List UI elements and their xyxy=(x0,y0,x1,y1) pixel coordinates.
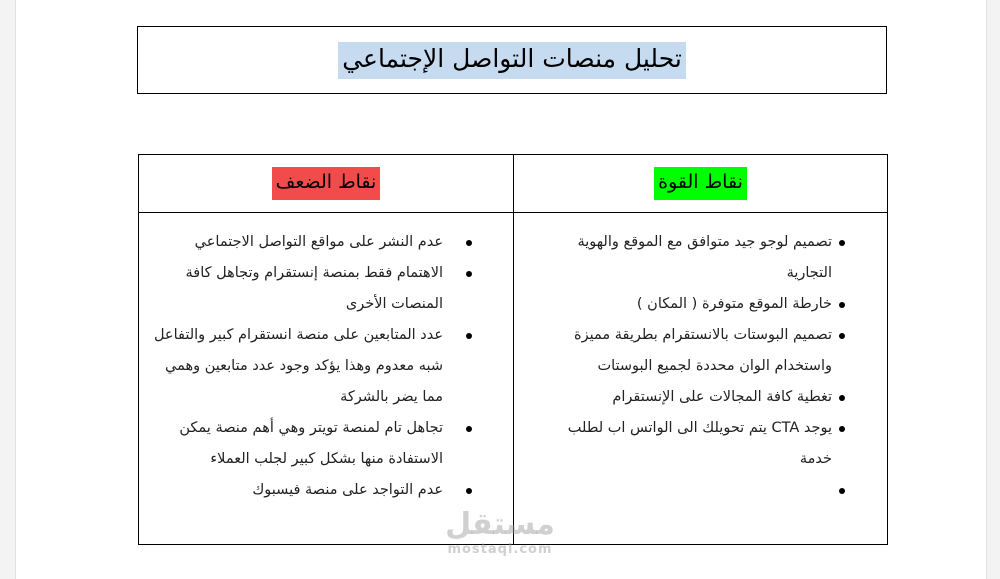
list-item-text: خارطة الموقع متوفرة ( المكان ) xyxy=(636,296,832,312)
list-item xyxy=(139,475,513,506)
document-page xyxy=(15,0,987,579)
bullet-icon xyxy=(466,333,472,339)
bullet-icon xyxy=(839,240,845,246)
list-item-text: تغطية كافة المجالات على الإنستقرام xyxy=(612,389,832,405)
list-item-text: عدم التواجد على منصة فيسبوك xyxy=(252,482,443,498)
strengths-header: نقاط القوة xyxy=(654,167,747,200)
list-item-text: الاهتمام فقط بمنصة إنستقرام وتجاهل كافة المنصات الأخرى xyxy=(185,265,443,312)
weaknesses-column xyxy=(139,155,513,544)
list-item-text: تجاهل تام لمنصة تويتر وهي أهم منصة يمكن الاستفادة منها بشكل كبير لجلب العملاء xyxy=(179,420,443,467)
list-item-empty xyxy=(514,475,887,506)
bullet-icon xyxy=(839,333,845,339)
bullet-icon xyxy=(839,395,845,401)
list-item xyxy=(139,413,513,475)
list-item xyxy=(514,413,887,475)
bullet-icon xyxy=(466,271,472,277)
watermark xyxy=(440,508,560,558)
bullet-icon xyxy=(839,302,845,308)
weaknesses-header: نقاط الضعف xyxy=(272,167,381,200)
list-item xyxy=(139,258,513,320)
list-item xyxy=(139,227,513,258)
list-item xyxy=(514,289,887,320)
weaknesses-list xyxy=(139,213,513,506)
list-item-text: يوجد CTA يتم تحويلك الى الواتس اب لطلب خدمة xyxy=(567,420,832,467)
watermark-logo: مستقل xyxy=(445,507,555,542)
list-item xyxy=(514,382,887,413)
weaknesses-header-cell xyxy=(139,155,513,213)
list-item-text: تصميم لوجو جيد متوافق مع الموقع والهوية التجارية xyxy=(577,234,832,281)
bullet-icon xyxy=(466,426,472,432)
bullet-icon xyxy=(839,488,845,494)
bullet-icon xyxy=(466,488,472,494)
bullet-icon xyxy=(466,240,472,246)
list-item xyxy=(139,320,513,413)
strengths-header-cell xyxy=(514,155,887,213)
watermark-site: mostaql.com xyxy=(447,542,553,557)
list-item xyxy=(514,320,887,382)
list-item-text: عدم النشر على مواقع التواصل الاجتماعي xyxy=(194,234,443,250)
list-item xyxy=(514,227,887,289)
analysis-table xyxy=(138,154,888,545)
page-title: تحليل منصات التواصل الإجتماعي xyxy=(338,42,686,79)
list-item-text: عدد المتابعين على منصة انستقرام كبير والتفاعل شبه معدوم وهذا يؤكد وجود عدد متابعين وهمي مما يضر بالشركة xyxy=(153,327,443,405)
list-item-text: تصميم البوستات بالانستقرام بطريقة مميزة واستخدام الوان محددة لجميع البوستات xyxy=(574,327,832,374)
strengths-list xyxy=(514,213,887,506)
title-box xyxy=(137,26,887,94)
bullet-icon xyxy=(839,426,845,432)
list-item-text xyxy=(827,482,832,498)
strengths-column xyxy=(513,155,887,544)
